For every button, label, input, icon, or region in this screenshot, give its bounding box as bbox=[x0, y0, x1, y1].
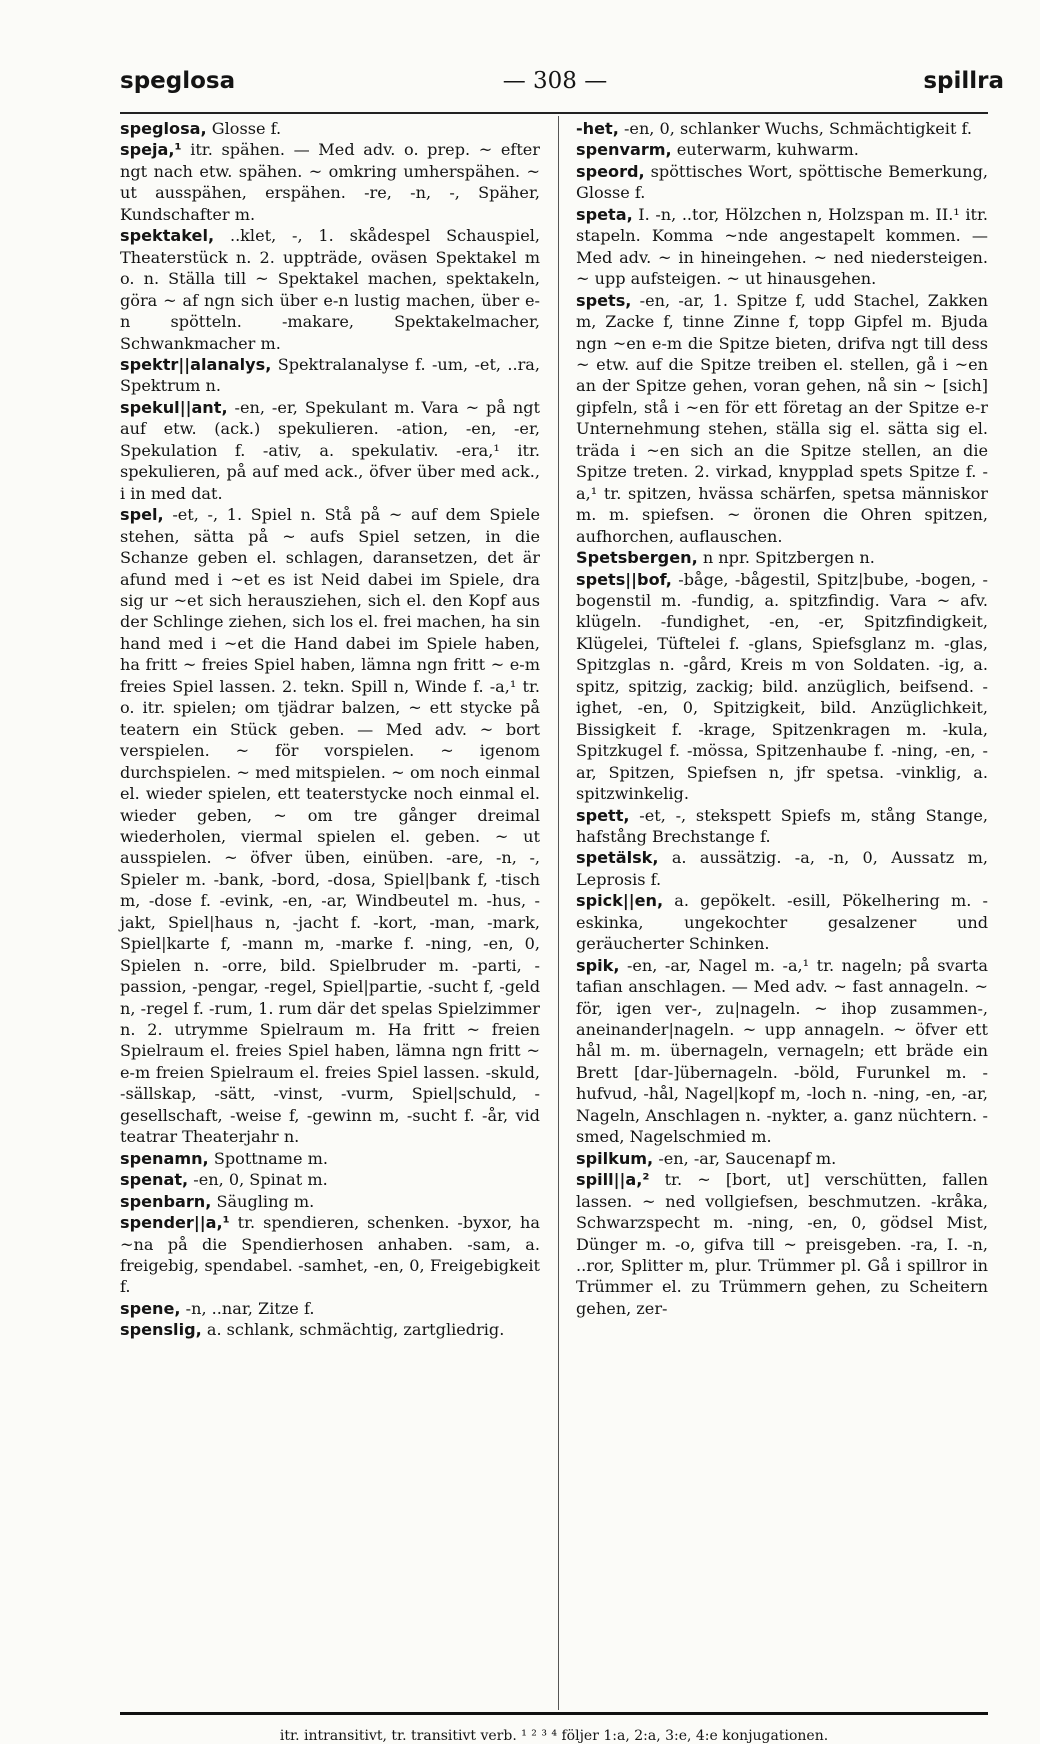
column-divider bbox=[558, 116, 559, 1710]
entry-headword: spetälsk, bbox=[576, 848, 659, 868]
page-number: — 308 — bbox=[502, 68, 608, 94]
header-rule bbox=[120, 112, 988, 114]
entry-headword: spets||bof, bbox=[576, 569, 672, 589]
entry-headword: spektakel, bbox=[120, 226, 215, 246]
entry-definition: tr. ~ [bort, ut] verschütten, fallen lassen. ~ ned vollgiefsen, beschmutzen. -kråka, Schwarzspecht m. -ning, -en, 0, gödsel Mist, Dünger m. -o, gifva till ~ preisgeben. -ra, I. -n, ..ror, Splitter m, plur. Trümmer pl. Gå i spillror in Trümmer el. zu Trümmern gehen, zu Scheitern gehen, zer- bbox=[576, 1170, 988, 1318]
entry-definition: a. gepökelt. -esill, Pökelhering m. -eskinka, ungekochter gesalzener und geräucherter Schinken. bbox=[576, 891, 988, 954]
entry-headword: spets, bbox=[576, 290, 632, 310]
entry-headword: spilkum, bbox=[576, 1148, 654, 1168]
entry-definition: -et, -, 1. Spiel n. Stå på ~ auf dem Spiele stehen, sätta på ~ aufs Spiel setzen, in die Schanze geben el. schlagen, daransetzen, det är afund med i ~et es ist Neid dabei im Spiele, dra sig ur ~et sich herausziehen, sich el. den Kopf aus der Schlinge ziehen, sich los el. frei machen, ha sin hand med i ~et die Hand dabei im Spiele haben, ha fritt ~ freies Spiel haben, lämna ngn fritt ~ e-m freies Spiel lassen. 2. tekn. Spill n, Winde f. -a,¹ tr. o. itr. spielen; om tjädrar balzen, ~ ett stycke på teatern ein Stück geben. — Med adv. ~ bort verspielen. ~ för vorspielen. ~ igenom durchspielen. ~ med mitspielen. ~ om noch einmal el. wieder spielen, ett teaterstycke noch einmal el. wieder geben, ~ om tre gånger dreimal wiederholen, viermal spielen el. geben. ~ ut ausspielen. ~ öfver üben, einüben. -are, -n, -, Spieler m. -bank, -bord, -dosa, Spiel|bank f, -tisch m, -dose f. -evink, -en, -ar, Windbeutel m. -hus, -jakt, Spiel|haus n, -jacht f. -kort, -man, -mark, Spiel|karte f, -mann m, -marke f. -ning, -en, 0, Spielen n. -orre, bild. Spielbruder m. -parti, -passion, -pengar, -regel, Spiel|partie, -sucht f, -geld n, -regel f. -rum, 1. rum där det spelas Spielzimmer n. 2. utrymme Spielraum m. Ha fritt ~ freien Spielraum el. freies Spiel haben, lämna ngn fritt ~ e-m freien Spielraum el. freies Spiel lassen. -skuld, -sällskap, -sätt, -vinst, -vurm, Spiel|schuld, -gesellschaft, -weise f, -gewinn m, -sucht f. -år, vid teatrar Theaterjahr n. bbox=[120, 505, 540, 1147]
entry-definition: -en, -ar, Saucenapf m. bbox=[658, 1148, 837, 1168]
entry-headword: speglosa, bbox=[120, 119, 207, 138]
entry-definition: -en, -er, Spekulant m. Vara ~ på ngt auf etw. (ack.) spekulieren. -ation, -en, -er, Spekulation f. -ativ, a. spekulativ. -era,¹ itr. spekulieren, på auf med ack., öfver über med ack., i in med dat. bbox=[120, 397, 540, 503]
entry-definition: itr. spähen. — Med adv. o. prep. ~ efter ngt nach etw. spähen. ~ omkring umherspähen. ~ ut ausspähen, erspähen. -re, -n, -, Späher, Kundschafter m. bbox=[120, 140, 540, 224]
dictionary-entry bbox=[576, 1169, 988, 1319]
dictionary-entry bbox=[120, 1191, 540, 1212]
entry-headword: spender||a,¹ bbox=[120, 1213, 230, 1233]
dictionary-entry bbox=[576, 569, 988, 805]
dictionary-entry bbox=[120, 397, 540, 504]
dictionary-entry bbox=[576, 890, 988, 954]
dictionary-entry bbox=[576, 290, 988, 547]
dictionary-entry bbox=[120, 1319, 540, 1340]
footer-abbreviations: itr. intransitivt, tr. transitivt verb. ¹ ² ³ ⁴ följer 1:a, 2:a, 3:e, 4:e konjugationen. bbox=[279, 1728, 829, 1744]
entry-headword: spett, bbox=[576, 805, 630, 825]
entry-headword: speta, bbox=[576, 204, 633, 224]
entry-definition: I. -n, ..tor, Hölzchen n, Holzspan m. II.¹ itr. stapeln. Komma ~nde angestapelt kommen. — Med adv. ~ in hineingehen. ~ ned niedersteigen. ~ upp aufsteigen. ~ ut hinausgehen. bbox=[576, 204, 988, 289]
entry-headword: spill||a,² bbox=[576, 1170, 650, 1190]
entry-headword: Spetsbergen, bbox=[576, 548, 698, 568]
entry-headword: spenamn, bbox=[120, 1148, 209, 1168]
dictionary-entry bbox=[120, 1169, 540, 1190]
entry-headword: spik, bbox=[576, 955, 620, 975]
entry-headword: spel, bbox=[120, 505, 164, 525]
dictionary-entry bbox=[576, 204, 988, 290]
dictionary-entry bbox=[576, 139, 988, 160]
entry-headword: spenat, bbox=[120, 1170, 189, 1190]
entry-headword: speja,¹ bbox=[120, 140, 182, 160]
entry-headword: -het, bbox=[576, 119, 619, 138]
dictionary-entry bbox=[576, 1148, 988, 1169]
entry-headword: spenslig, bbox=[120, 1320, 202, 1340]
entry-headword: spick||en, bbox=[576, 891, 664, 911]
left-column bbox=[120, 118, 540, 1341]
entry-definition: a. aussätzig. -a, -n, 0, Aussatz m, Leprosis f. bbox=[576, 848, 988, 889]
entry-headword: spenvarm, bbox=[576, 140, 672, 160]
entry-headword: spekul||ant, bbox=[120, 397, 228, 417]
entry-definition: Spektralanalyse f. -um, -et, ..ra, Spektrum n. bbox=[120, 354, 540, 396]
dictionary-entry bbox=[576, 547, 988, 568]
entry-definition: -et, -, stekspett Spiefs m, stång Stange, hafstång Brechstange f. bbox=[576, 805, 988, 846]
entry-definition: spöttisches Wort, spöttische Bemerkung, Glosse f. bbox=[576, 161, 988, 203]
dictionary-entry bbox=[120, 354, 540, 397]
entry-definition: euterwarm, kuhwarm. bbox=[676, 140, 859, 160]
dictionary-entry bbox=[120, 504, 540, 1148]
footer-rule bbox=[120, 1712, 988, 1715]
entry-definition: Säugling m. bbox=[216, 1191, 315, 1211]
entry-headword: spektr||alanalys, bbox=[120, 354, 272, 374]
page-header bbox=[0, 68, 1040, 108]
entry-definition: -en, 0, Spinat m. bbox=[193, 1170, 328, 1190]
right-column bbox=[576, 118, 988, 1319]
dictionary-entry bbox=[120, 1148, 540, 1169]
entry-definition: -en, -ar, 1. Spitze f, udd Stachel, Zakken m, Zacke f, tinne Zinne f, topp Gipfel m. Bjuda ngn ~en e-m die Spitze bieten, drifva ngt till dess ~ etw. auf die Spitze treiben el. stellen, gå i ~en an der Spitze gehen, voran gehen, nå sin ~ [sich] gipfeln, stå i ~en för ett företag an der Spitze e-r Unternehmung stehen, ställa sig el. sätta sig el. träda i ~en sich an die Spitze stellen, an die Spitze treten. 2. virkad, knypplad spets Spitze f. -a,¹ tr. spitzen, hvässa schärfen, spetsa människor m. m. spiefsen. ~ öronen die Ohren spitzen, aufhorchen, auflauschen. bbox=[576, 290, 988, 546]
entry-definition: n npr. Spitzbergen n. bbox=[702, 548, 875, 568]
entry-definition: Glosse f. bbox=[211, 119, 282, 138]
entry-definition: Spottname m. bbox=[213, 1148, 329, 1168]
right-running-headword: spillra bbox=[923, 68, 1004, 94]
dictionary-entry bbox=[120, 1298, 540, 1319]
entry-headword: spene, bbox=[120, 1298, 181, 1318]
dictionary-entry bbox=[576, 955, 988, 1148]
entry-definition: -en, 0, schlanker Wuchs, Schmächtigkeit f. bbox=[623, 119, 973, 138]
dictionary-entry bbox=[576, 161, 988, 204]
dictionary-entry bbox=[576, 118, 988, 139]
entry-definition: a. schlank, schmächtig, zartgliedrig. bbox=[206, 1320, 505, 1340]
entry-headword: spenbarn, bbox=[120, 1191, 212, 1211]
entry-headword: speord, bbox=[576, 161, 645, 181]
dictionary-entry bbox=[576, 847, 988, 890]
entry-definition: -n, ..nar, Zitze f. bbox=[185, 1298, 315, 1318]
dictionary-entry bbox=[120, 1212, 540, 1298]
entry-definition: ..klet, -, 1. skådespel Schauspiel, Theaterstück n. 2. uppträde, oväsen Spektakel m o. n. Ställa till ~ Spektakel machen, spektakeln, göra ~ af ngn sich über e-n lustig machen, über e-n spötteln. -makare, Spektakelmacher, Schwankmacher m. bbox=[120, 226, 540, 353]
left-running-headword: speglosa bbox=[120, 68, 236, 94]
entry-definition: -en, -ar, Nagel m. -a,¹ tr. nageln; på svarta tafian anschlagen. — Med adv. ~ fast annageln. ~ för, igen ver-, zu|nageln. ~ ihop zusammen-, aneinander|nageln. ~ upp annageln. ~ öfver ett hål m. m. übernageln, vernageln; ett bräde ein Brett [dar-]übernageln. -böld, Furunkel m. -hufvud, -hål, Nagel|kopf m, -loch n. -ning, -en, -ar, Nageln, Anschlagen n. -nykter, a. ganz nüchtern. -smed, Nagelschmied m. bbox=[576, 955, 988, 1147]
dictionary-entry bbox=[576, 805, 988, 848]
dictionary-entry bbox=[120, 225, 540, 354]
entry-definition: tr. spendieren, schenken. -byxor, ha ~na på die Spendierhosen anhaben. -sam, a. freigebig, spendabel. -samhet, -en, 0, Freigebigkeit f. bbox=[120, 1213, 540, 1297]
entry-definition: -båge, -bågestil, Spitz|bube, -bogen, -bogenstil m. -fundig, a. spitzfindig. Vara ~ afv. klügeln. -fundighet, -en, -er, Spitzfindigkeit, Klügelei, Tüftelei f. -glans, Spiefsglanz m. -glas, Spitzglas n. -gård, Kreis m von Soldaten. -ig, a. spitz, spitzig, zackig; bild. anzüglich, beifsend. -ighet, -en, 0, Spitzigkeit, bild. Anzüglichkeit, Bissigkeit f. -krage, Spitzenkragen m. -kula, Spitzkugel f. -mössa, Spitzenhaube f. -ning, -en, -ar, Spitzen, Spiefsen n, jfr spetsa. -vinklig, a. spitzwinkelig. bbox=[576, 569, 988, 804]
dictionary-entry bbox=[120, 118, 540, 139]
dictionary-entry bbox=[120, 139, 540, 225]
